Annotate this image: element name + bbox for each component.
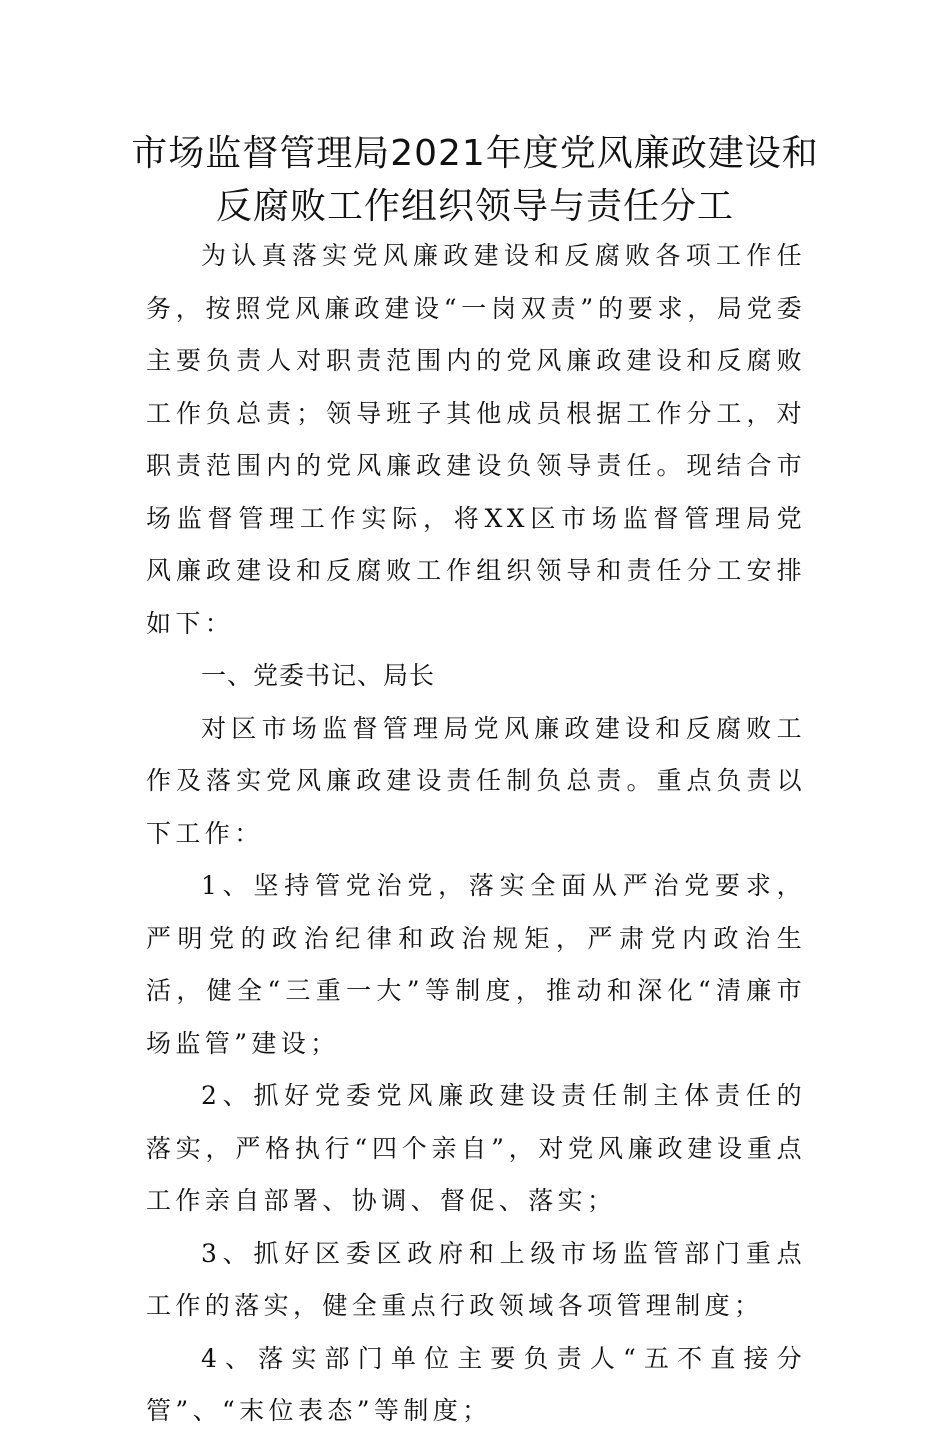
section-heading: 一、党委书记、局长: [201, 661, 436, 690]
document-title-line2: 反腐败工作组织领导与责任分工: [215, 186, 734, 227]
list-item: 3、抓好区委区政府和上级市场监管部门重点工作的落实，健全重点行政领域各项管理制度；: [146, 1238, 806, 1320]
list-item: 2、抓好党委党风廉政建设责任制主体责任的落实，严格执行“四个亲自”，对党风廉政建设重点工作亲自部署、协调、督促、落实；: [146, 1081, 806, 1215]
document-body: [146, 230, 806, 1438]
list-item: 1、坚持管党治党，落实全面从严治党要求，严明党的政治纪律和政治规矩，严肃党内政治生活，健全“三重一大”等制度，推动和深化“清廉市场监管”建设；: [146, 871, 806, 1058]
list-item: 4、落实部门单位主要负责人“五不直接分管”、“末位表态”等制度；: [146, 1343, 806, 1425]
intro-paragraph: 为认真落实党风廉政建设和反腐败各项工作任务，按照党风廉政建设“一岗双责”的要求，局党委主要负责人对职责范围内的党风廉政建设和反腐败工作负总责；领导班子其他成员根据工作分工，对职责范围内的党风廉政建设负领导责任。现结合市场监督管理工作实际，将XX区市场监督管理局党风廉政建设和反腐败工作组织领导和责任分工安排如下：: [146, 241, 806, 638]
document-title-line1: 市场监督管理局2021年度党风廉政建设和: [131, 133, 819, 174]
section-paragraph: 对区市场监督管理局党风廉政建设和反腐败工作及落实党风廉政建设责任制负总责。重点负责以下工作：: [146, 713, 806, 848]
